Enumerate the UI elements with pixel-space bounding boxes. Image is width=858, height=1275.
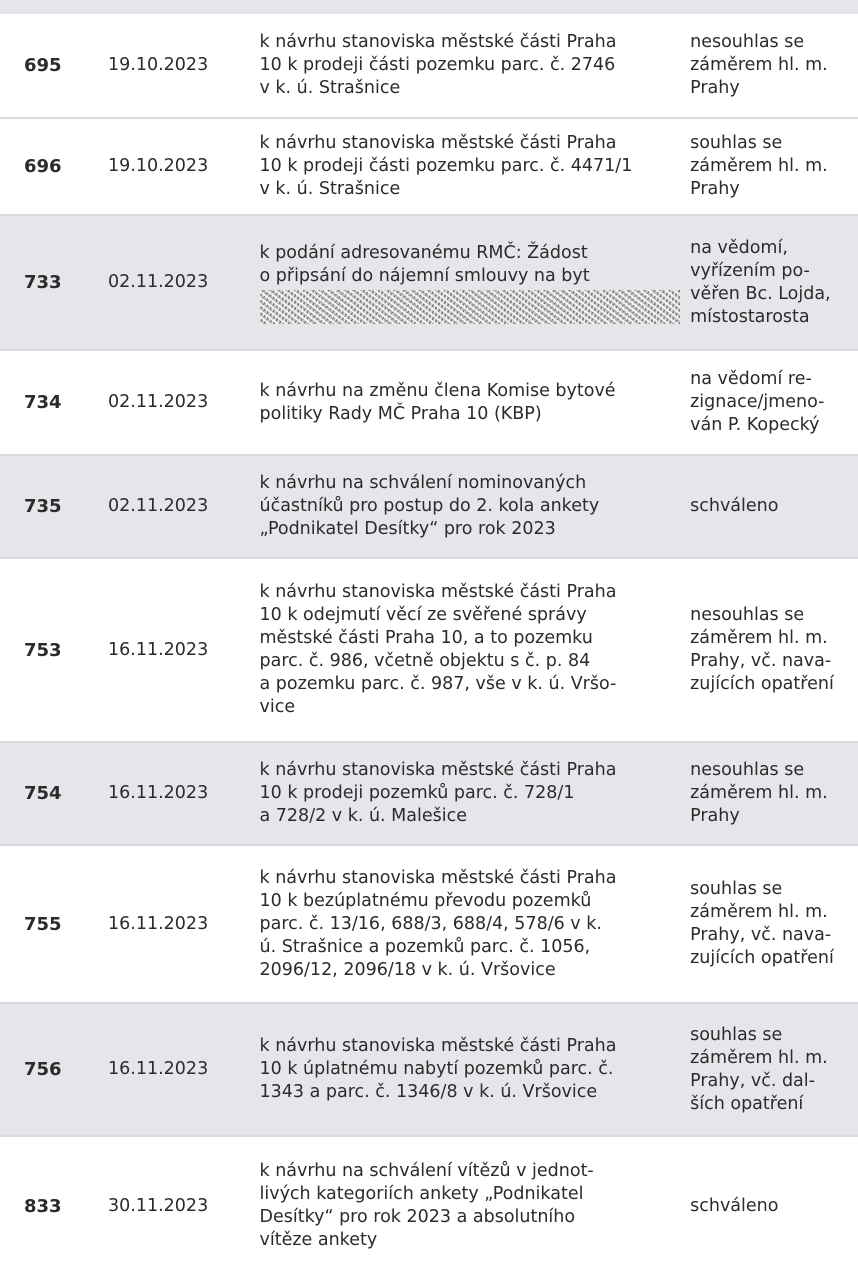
- table-row: [0, 14, 858, 119]
- resolution-description: [260, 380, 691, 426]
- result-line: zujících opatření: [690, 674, 834, 694]
- description-line: a 728/2 v k. ú. Malešice: [259, 806, 467, 826]
- resolution-number: 696: [24, 156, 62, 177]
- result-line: nesouhlas se: [690, 32, 805, 52]
- resolution-number: 754: [24, 783, 62, 804]
- description-line: 1343 a parc. č. 1346/8 v k. ú. Vršovice: [259, 1082, 598, 1102]
- description-line: a pozemku parc. č. 987, vše v k. ú. Vršo-: [259, 674, 617, 694]
- resolution-number: 733: [24, 272, 62, 293]
- resolution-description: [260, 31, 691, 100]
- table-row: [0, 846, 858, 1004]
- resolution-date: 16.11.2023: [108, 913, 209, 934]
- description-line: k návrhu stanoviska městské části Praha: [259, 582, 617, 602]
- description-line: Desítky“ pro rok 2023 a absolutního: [259, 1207, 576, 1227]
- resolution-result: [690, 1195, 858, 1218]
- result-line: Prahy: [690, 806, 740, 826]
- result-line: záměrem hl. m.: [690, 1047, 828, 1068]
- table-row: [0, 559, 858, 743]
- description-line: k návrhu stanoviska městské části Praha: [259, 867, 617, 888]
- result-line: Prahy: [690, 78, 740, 98]
- resolution-result: [690, 31, 858, 100]
- description-line: ú. Strašnice a pozemků parc. č. 1056,: [259, 936, 591, 957]
- resolution-number: 735: [24, 496, 62, 517]
- table-row: [0, 119, 858, 216]
- description-line: 10 k prodeji části pozemku parc. č. 2746: [259, 55, 616, 75]
- result-line: záměrem hl. m.: [690, 156, 828, 176]
- description-line: v k. ú. Strašnice: [259, 78, 401, 98]
- table-row: [0, 351, 858, 456]
- result-line: ván P. Kopecký: [690, 415, 820, 435]
- resolution-result: [690, 759, 858, 828]
- resolution-date: 02.11.2023: [108, 272, 209, 292]
- description-line: k návrhu na změnu člena Komise bytové: [259, 380, 616, 401]
- result-line: zignace/jmeno-: [690, 392, 825, 412]
- description-line: vice: [259, 697, 296, 717]
- resolution-description: [260, 472, 691, 541]
- description-line: vítěze ankety: [259, 1230, 378, 1250]
- result-line: nesouhlas se: [690, 760, 805, 780]
- resolution-description: [260, 1035, 691, 1104]
- description-line: 10 k odejmutí věcí ze svěřené správy: [259, 605, 587, 625]
- resolution-result: [690, 368, 858, 437]
- description-line: 10 k úplatnému nabytí pozemků parc. č.: [259, 1059, 614, 1079]
- resolution-date: 16.11.2023: [108, 783, 209, 803]
- table-row: [0, 1004, 858, 1137]
- resolution-description: [260, 242, 691, 324]
- resolution-description: [260, 132, 691, 201]
- result-line: souhlas se: [690, 879, 783, 899]
- table-row: [0, 1137, 858, 1275]
- description-line: parc. č. 13/16, 688/3, 688/4, 578/6 v k.: [259, 913, 602, 934]
- table-row: [0, 456, 858, 559]
- resolution-result: [690, 604, 858, 696]
- description-line: „Podnikatel Desítky“ pro rok 2023: [259, 519, 556, 539]
- description-line: politiky Rady MČ Praha 10 (KBP): [259, 403, 542, 424]
- description-line: k návrhu stanoviska městské části Praha: [259, 32, 617, 52]
- resolution-number: 756: [24, 1059, 62, 1080]
- result-line: Prahy: [690, 179, 740, 199]
- result-line: záměrem hl. m.: [690, 55, 828, 75]
- resolution-date: 30.11.2023: [108, 1195, 209, 1216]
- resolution-date: 19.10.2023: [108, 55, 209, 75]
- result-line: záměrem hl. m.: [690, 628, 828, 648]
- result-line: záměrem hl. m.: [690, 783, 828, 803]
- resolution-number: 734: [24, 392, 62, 413]
- result-line: zujících opatření: [690, 948, 834, 968]
- resolution-number: 753: [24, 639, 62, 661]
- description-line: 10 k prodeji části pozemku parc. č. 4471/1: [259, 156, 633, 176]
- redacted-text-block: [260, 290, 680, 324]
- description-line: v k. ú. Strašnice: [259, 179, 401, 199]
- resolution-result: [690, 237, 858, 329]
- resolution-description: [260, 759, 691, 828]
- resolution-description: [260, 581, 691, 719]
- description-line: k návrhu na schválení nominovaných: [259, 473, 587, 493]
- resolution-date: 16.11.2023: [108, 639, 209, 660]
- resolution-date: 19.10.2023: [108, 156, 209, 176]
- description-line: 10 k bezúplatnému převodu pozemků: [259, 890, 592, 911]
- resolution-result: [690, 1024, 858, 1116]
- resolution-date: 02.11.2023: [108, 496, 209, 516]
- result-line: na vědomí re-: [690, 369, 812, 389]
- description-line: k podání adresovanému RMČ: Žádost: [259, 242, 588, 263]
- result-line: schváleno: [690, 1195, 779, 1216]
- result-line: vyřízením po-: [690, 260, 810, 281]
- resolution-number: 695: [24, 55, 62, 76]
- resolution-date: 02.11.2023: [108, 392, 209, 412]
- description-line: účastníků pro postup do 2. kola ankety: [259, 496, 600, 516]
- result-line: na vědomí,: [690, 237, 788, 258]
- result-line: místostarosta: [690, 306, 810, 327]
- table-row: [0, 743, 858, 846]
- result-line: Prahy, vč. dal-: [690, 1070, 815, 1091]
- resolution-number: 833: [24, 1195, 62, 1217]
- result-line: Prahy, vč. nava-: [690, 925, 832, 945]
- description-line: o připsání do nájemní smlouvy na byt: [259, 265, 590, 286]
- description-line: 2096/12, 2096/18 v k. ú. Vršovice: [259, 959, 556, 980]
- description-line: k návrhu stanoviska městské části Praha: [259, 133, 617, 153]
- result-line: souhlas se: [690, 1024, 783, 1045]
- result-line: schváleno: [690, 496, 779, 516]
- description-line: k návrhu stanoviska městské části Praha: [259, 760, 617, 780]
- description-line: livých kategoriích ankety „Podnikatel: [259, 1184, 584, 1204]
- description-line: parc. č. 986, včetně objektu s č. p. 84: [259, 651, 591, 671]
- table-top-strip: [0, 0, 858, 14]
- description-line: 10 k prodeji pozemků parc. č. 728/1: [259, 783, 575, 803]
- result-line: ších opatření: [690, 1093, 804, 1114]
- table-row: [0, 216, 858, 351]
- result-line: nesouhlas se: [690, 605, 805, 625]
- description-line: k návrhu stanoviska městské části Praha: [259, 1036, 617, 1056]
- result-line: věřen Bc. Lojda,: [690, 283, 831, 304]
- resolution-description: [260, 867, 691, 982]
- resolution-result: [690, 495, 858, 518]
- resolution-date: 16.11.2023: [108, 1059, 209, 1079]
- description-line: k návrhu na schválení vítězů v jednot-: [259, 1161, 594, 1181]
- resolution-result: [690, 878, 858, 970]
- result-line: souhlas se: [690, 133, 783, 153]
- resolution-description: [260, 1160, 691, 1252]
- result-line: záměrem hl. m.: [690, 902, 828, 922]
- result-line: Prahy, vč. nava-: [690, 651, 832, 671]
- description-line: městské části Praha 10, a to pozemku: [259, 628, 593, 648]
- resolution-number: 755: [24, 913, 62, 935]
- resolution-result: [690, 132, 858, 201]
